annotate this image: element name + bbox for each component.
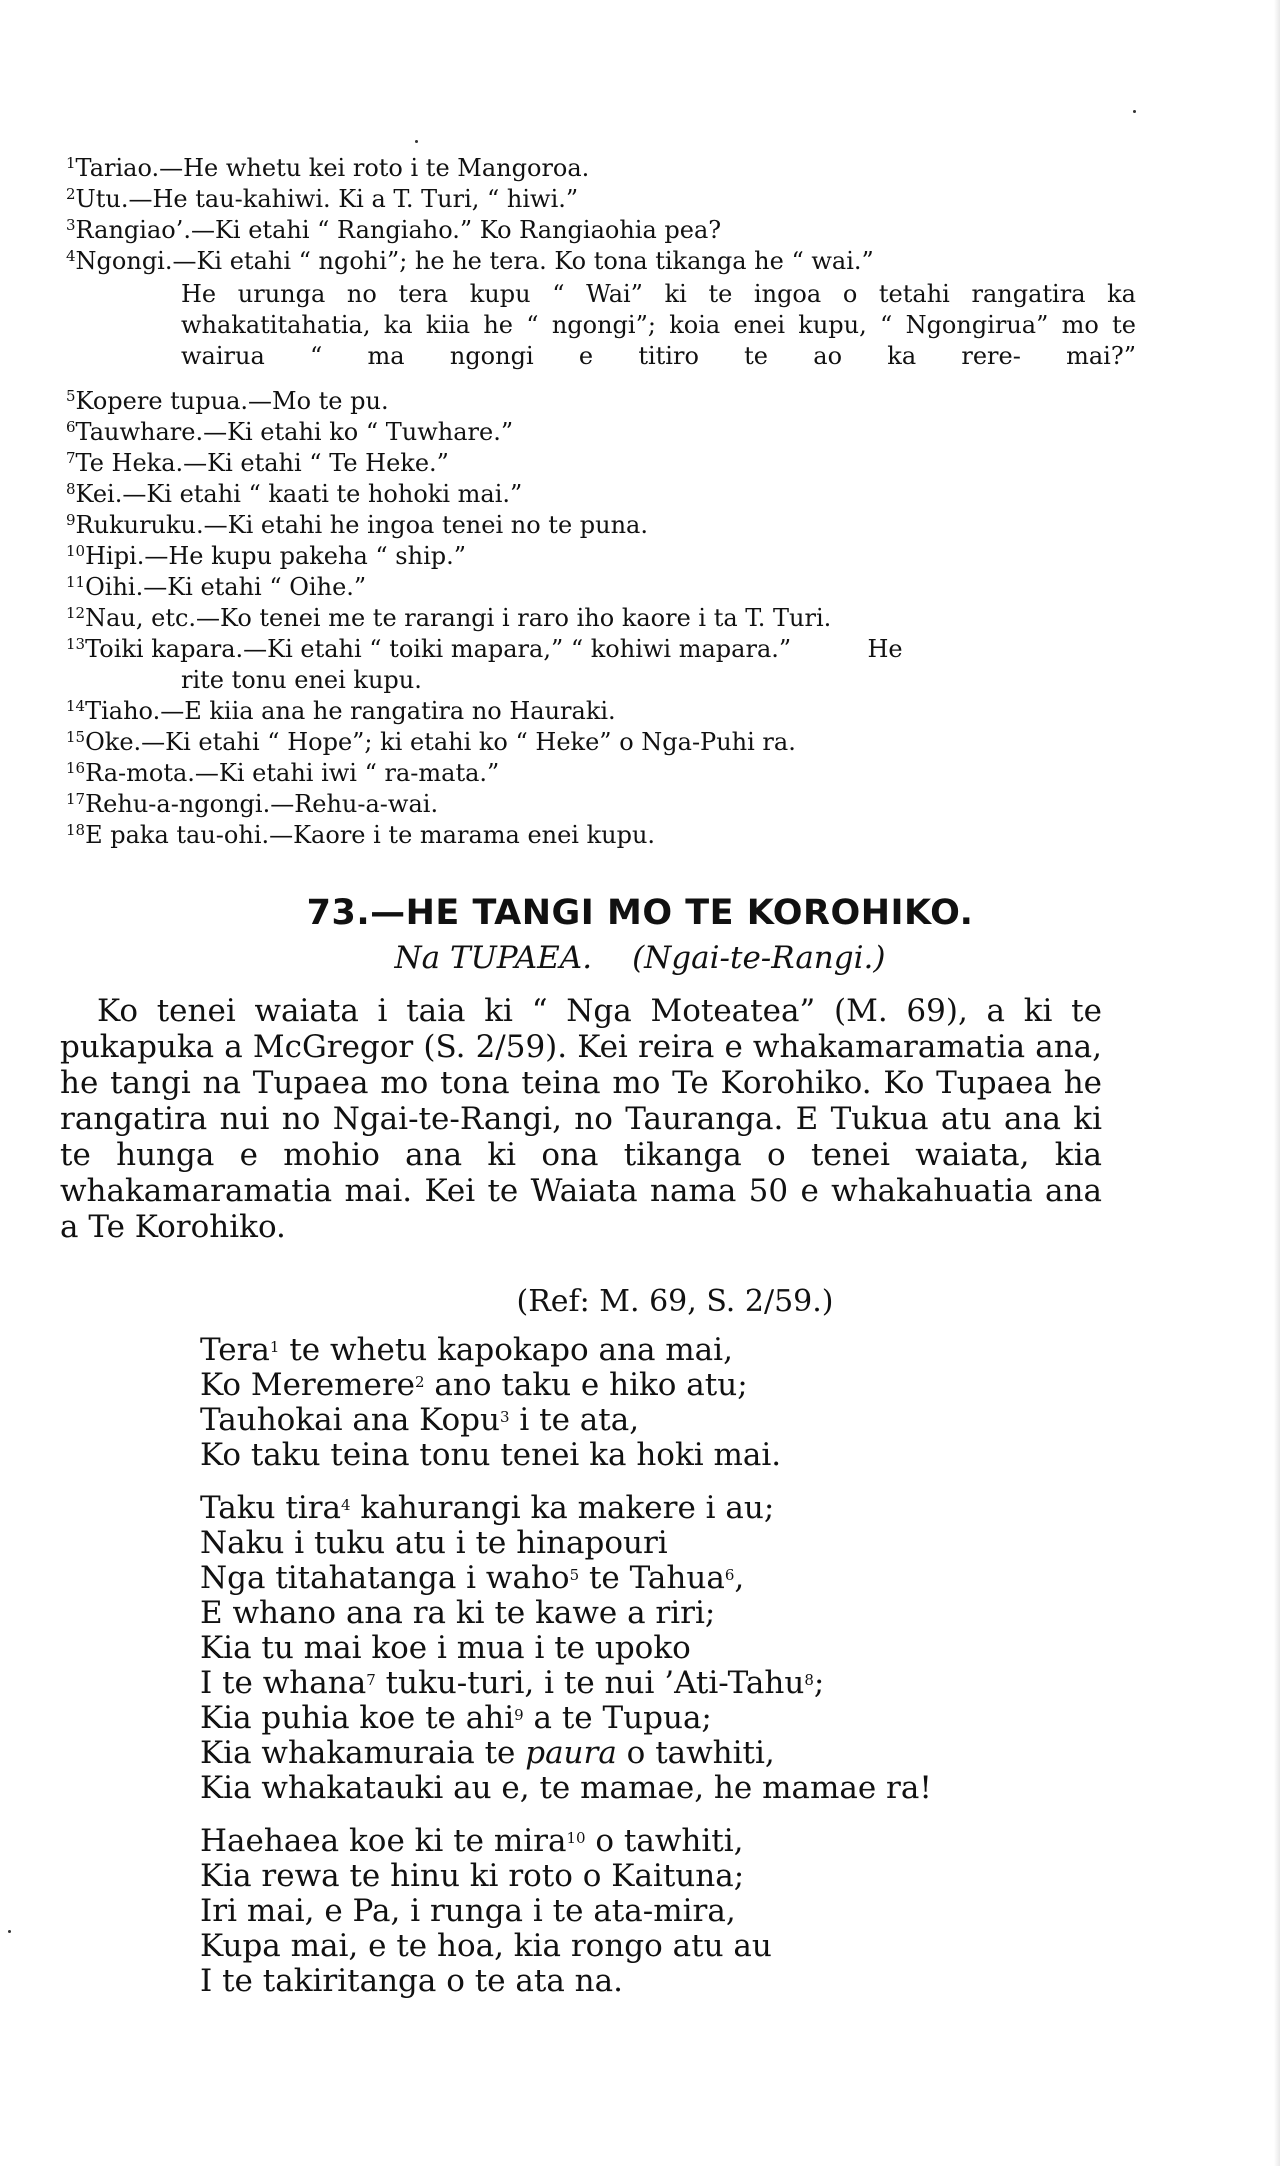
footnote-number: 8: [66, 480, 76, 498]
footnote-text: Oke.—Ki etahi “ Hope”; ki etahi ko “ Heke” o Nga-Puhi ra.: [85, 728, 796, 756]
footnote-number: 2: [66, 185, 76, 203]
footnote-13-continuation: rite tonu enei kupu.: [181, 666, 422, 694]
footnote-13: [66, 634, 1136, 665]
verse-line: [200, 1736, 1100, 1771]
verse-line: [200, 1403, 1100, 1438]
verse-line: [200, 1859, 1100, 1894]
footnote-18: [66, 820, 1136, 851]
verse-note-marker: 8: [804, 1671, 814, 1689]
footnote-1: [66, 153, 1136, 184]
verse-text: Tauhokai ana Kopu: [200, 1402, 500, 1438]
verse-text: Ko taku teina tonu tenei ka hoki mai.: [200, 1437, 782, 1473]
verse-line: [200, 1438, 1100, 1473]
footnote-4-paragraph: [181, 279, 1136, 372]
footnote-number: 5: [66, 387, 76, 405]
verse-line: [200, 1596, 1100, 1631]
footnote-4-paragraph-end: mai?”: [1066, 342, 1136, 370]
verse-note-marker: 2: [415, 1373, 425, 1391]
footnote-number: 12: [66, 604, 86, 622]
verse-note-marker: 1: [269, 1338, 280, 1356]
song-tribe: (Ngai-te-Rangi.): [632, 940, 886, 976]
footnote-text: Rukuruku.—Ki etahi he ingoa tenei no te puna.: [75, 511, 648, 539]
footnote-text: Utu.—He tau-kahiwi. Ki a T. Turi, “ hiwi.”: [75, 185, 579, 213]
scan-speck: [1133, 110, 1136, 113]
verse-line: [200, 1894, 1100, 1929]
verse-text: Tera: [200, 1332, 270, 1368]
footnote-text: Nau, etc.—Ko tenei me te rarangi i raro iho kaore i ta T. Turi.: [85, 604, 832, 632]
footnote-text: E paka tau-ohi.—Kaore i te marama enei kupu.: [85, 821, 656, 849]
verse-line: [200, 1491, 1100, 1526]
verse-line: [200, 1964, 1100, 1999]
verse-text: Kupa mai, e te hoa, kia rongo atu au: [200, 1928, 772, 1964]
footnote-text: Tariao.—He whetu kei roto i te Mangoroa.: [75, 154, 590, 182]
verse-text: o tawhiti,: [585, 1823, 744, 1859]
verse-text: ano taku e hiko atu;: [424, 1367, 748, 1403]
verse-text: Kia tu mai koe i mua i te upoko: [200, 1630, 691, 1666]
verse-italic-word: paura: [525, 1735, 617, 1771]
footnote-10: [66, 541, 1136, 572]
footnote-text: Rangiao’.—Ki etahi “ Rangiaho.” Ko Rangiaohia pea?: [75, 216, 722, 244]
footnote-7: [66, 448, 1136, 479]
footnote-3: [66, 215, 1136, 246]
verse-note-marker: 6: [724, 1566, 735, 1584]
verse-text: Naku i tuku atu i te hinapouri: [200, 1525, 668, 1561]
footnote-text: Te Heka.—Ki etahi “ Te Heke.”: [75, 449, 449, 477]
verse-text: Iri mai, e Pa, i runga i te ata-mira,: [200, 1893, 736, 1929]
footnote-number: 18: [66, 821, 86, 839]
stanza: [200, 1333, 1100, 1473]
footnote-17: [66, 789, 1136, 820]
verse-text: Kia whakatauki au e, te mamae, he mamae ra!: [200, 1770, 932, 1806]
song-reference: (Ref: M. 69, S. 2/59.): [516, 1284, 834, 1319]
verse-text: Kia puhia koe te ahi: [200, 1700, 515, 1736]
verse-text: Ko Meremere: [200, 1367, 416, 1403]
footnote-text: Ngongi.—Ki etahi “ ngohi”; he he tera. Ko tona tikanga he “ wai.”: [75, 247, 874, 275]
verse-line: [200, 1771, 1100, 1806]
footnote-4: [66, 246, 1136, 277]
footnote-text: Tauwhare.—Ki etahi ko “ Tuwhare.”: [75, 418, 514, 446]
footnote-16: [66, 758, 1136, 789]
verse-line: [200, 1526, 1100, 1561]
footnote-12: [66, 603, 1136, 634]
footnote-number: 14: [66, 697, 86, 715]
footnote-text: Ra-mota.—Ki etahi iwi “ ra-mata.”: [85, 759, 500, 787]
verse-text: kahurangi ka makere i au;: [350, 1490, 775, 1526]
footnote-number: 13: [66, 635, 86, 653]
scan-speck: [8, 1930, 11, 1933]
footnote-text: Tiaho.—E kiia ana he rangatira no Hauraki.: [85, 697, 616, 725]
footnote-text: Hipi.—He kupu pakeha “ ship.”: [85, 542, 466, 570]
verse-text: te Tahua: [579, 1560, 725, 1596]
song-introduction-text: Ko tenei waiata i taia ki “ Nga Moteatea” (M. 69), a ki te pukapuka a McGregor (S. 2/59). Kei reira e whakamaramatia ana, he tangi na Tupaea mo tona teina mo Te Korohiko. Ko Tupaea he rangatira nui no Ngai-te-Rangi, no Tauranga. E Tukua atu ana ki te hunga e mohio ana ki ona tikanga o tenei waiata, kia whakamaramatia mai. Kei te Waiata nama 50 e whakahuatia ana a Te Korohiko.: [60, 993, 1102, 1245]
verse-note-marker: 9: [514, 1706, 524, 1724]
footnote-text: Rehu-a-ngongi.—Rehu-a-wai.: [85, 790, 439, 818]
footnote-8: [66, 479, 1136, 510]
footnote-number: 9: [66, 511, 76, 529]
footnotes: [66, 153, 1136, 851]
footnote-14: [66, 696, 1136, 727]
footnote-text: Kopere tupua.—Mo te pu.: [75, 387, 389, 415]
footnote-number: 15: [66, 728, 86, 746]
footnote-6: [66, 417, 1136, 448]
verse-line: [200, 1824, 1100, 1859]
footnote-15: [66, 727, 1136, 758]
verse-text: I te takiritanga o te ata na.: [200, 1963, 623, 1999]
song-author: Na TUPAEA.: [394, 940, 593, 976]
verse-text: Haehaea koe ki te mira: [200, 1823, 567, 1859]
song-verses: [200, 1333, 1100, 2017]
verse-text: o tawhiti,: [616, 1735, 775, 1771]
verse-note-marker: 10: [566, 1829, 586, 1847]
verse-line: [200, 1631, 1100, 1666]
song-introduction: [60, 993, 1102, 1245]
footnote-4-paragraph-text: He urunga no tera kupu “ Wai” ki te ingoa o tetahi rangatira ka whakatitahatia, ka kiia he “ ngongi”; koia enei kupu, “ Ngongirua” mo te wairua “ ma ngongi e titiro te ao ka rere-: [181, 280, 1136, 370]
verse-text: Kia rewa te hinu ki roto o Kaituna;: [200, 1858, 745, 1894]
verse-note-marker: 4: [341, 1496, 351, 1514]
footnote-text: Oihi.—Ki etahi “ Oihe.”: [85, 573, 367, 601]
footnote-number: 7: [66, 449, 76, 467]
verse-line: [200, 1333, 1100, 1368]
verse-note-marker: 5: [569, 1566, 580, 1584]
verse-text: i te ata,: [509, 1402, 640, 1438]
verse-line: [200, 1929, 1100, 1964]
verse-text: a te Tupua;: [523, 1700, 712, 1736]
scan-edge: [1274, 0, 1280, 2166]
footnote-number: 3: [66, 216, 76, 234]
song-attribution: [0, 940, 1280, 976]
footnote-text: Toiki kapara.—Ki etahi “ toiki mapara,” “ kohiwi mapara.” He: [85, 635, 903, 663]
footnote-number: 1: [66, 154, 76, 172]
scan-speck: [415, 140, 418, 143]
verse-line: [200, 1701, 1100, 1736]
stanza: [200, 1491, 1100, 1806]
verse-line: [200, 1368, 1100, 1403]
footnote-number: 17: [66, 790, 86, 808]
footnote-number: 11: [66, 573, 86, 591]
verse-note-marker: 7: [366, 1671, 376, 1689]
verse-text: ;: [813, 1665, 825, 1701]
footnote-9: [66, 510, 1136, 541]
verse-line: [200, 1666, 1100, 1701]
footnote-5: [66, 386, 1136, 417]
footnote-number: 6: [66, 418, 76, 436]
footnote-number: 4: [66, 247, 76, 265]
verse-text: I te whana: [200, 1665, 367, 1701]
footnote-number: 10: [66, 542, 86, 560]
verse-text: Taku tira: [200, 1490, 342, 1526]
footnote-text: Kei.—Ki etahi “ kaati te hohoki mai.”: [75, 480, 523, 508]
footnote-number: 16: [66, 759, 86, 777]
verse-text: E whano ana ra ki te kawe a riri;: [200, 1595, 716, 1631]
verse-text: ,: [734, 1560, 745, 1596]
verse-text: Nga titahatanga i waho: [200, 1560, 570, 1596]
footnote-11: [66, 572, 1136, 603]
verse-note-marker: 3: [499, 1408, 510, 1426]
verse-text: te whetu kapokapo ana mai,: [279, 1332, 733, 1368]
verse-text: Kia whakamuraia te: [200, 1735, 526, 1771]
verse-line: [200, 1561, 1100, 1596]
footnote-2: [66, 184, 1136, 215]
song-title: 73.—HE TANGI MO TE KOROHIKO.: [306, 893, 974, 933]
verse-text: tuku-turi, i te nui ’Ati-Tahu: [375, 1665, 805, 1701]
stanza: [200, 1824, 1100, 1999]
